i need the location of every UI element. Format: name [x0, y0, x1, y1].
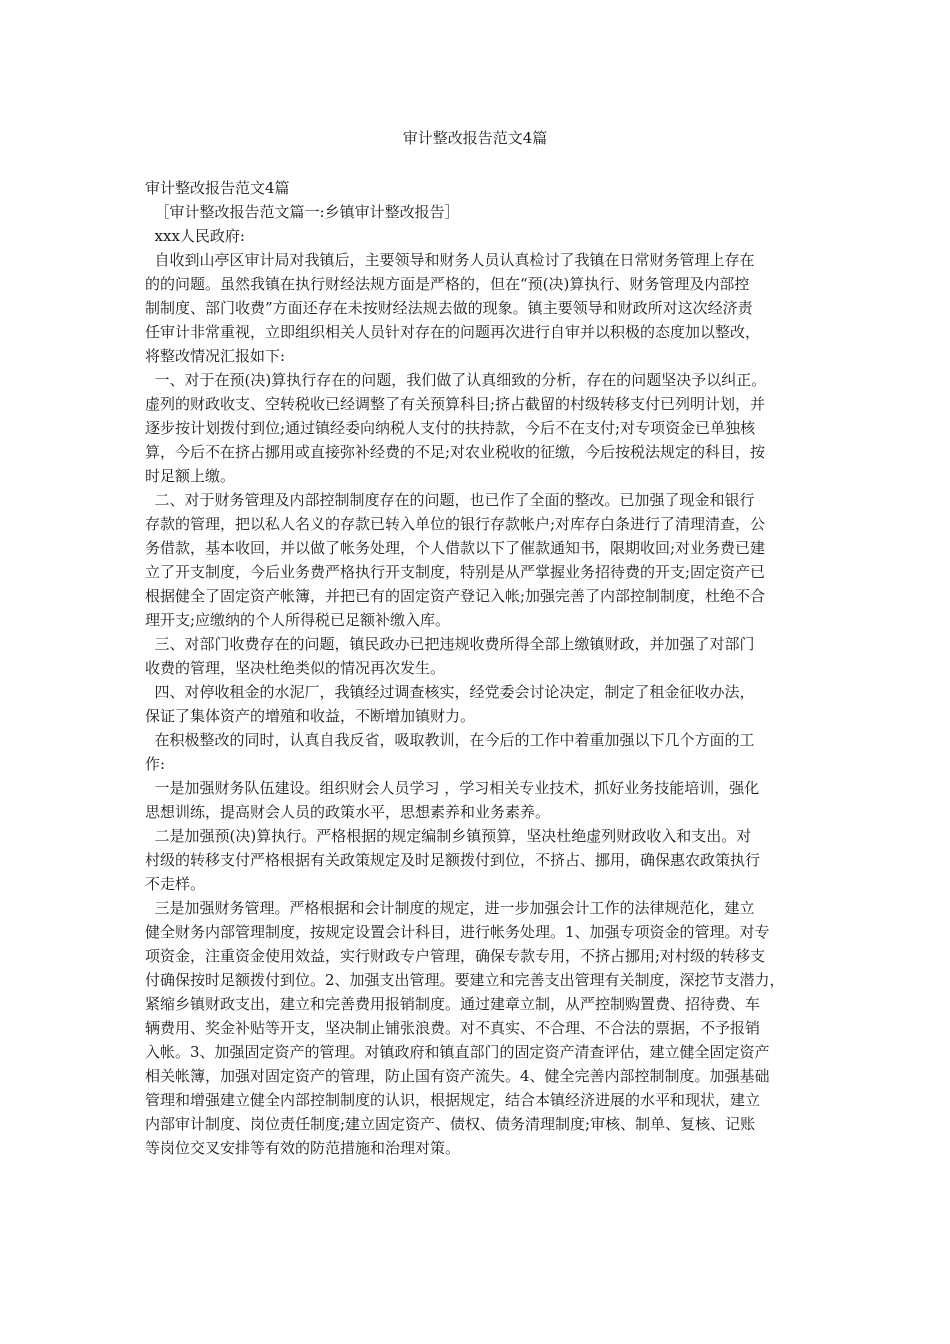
- body-text-line: 入帐。3、加强固定资产的管理。对镇政府和镇直部门的固定资产清查评估，建立健全固定资产: [145, 1043, 770, 1061]
- body-text-line: 三是加强财务管理。严格根据和会计制度的规定，进一步加强会计工作的法律规范化，建立: [145, 899, 755, 917]
- body-text-line: 一是加强财务队伍建设。组织财会人员学习 ，学习相关专业技术，抓好业务技能培训，强化: [145, 779, 760, 797]
- body-text-line: 管理和增强建立健全内部控制制度的认识，根据规定，结合本镇经济进展的水平和现状，建立: [145, 1091, 761, 1109]
- body-text-line: 逐步按计划拨付到位;通过镇经委向纳税人支付的扶持款，今后不在支付;对专项资金已单独核: [145, 419, 756, 437]
- body-text-line: 村级的转移支付严格根据有关政策规定及时足额拨付到位，不挤占、挪用，确保惠农政策执行: [145, 851, 761, 869]
- body-text-line: 存款的管理，把以私人名义的存款已转入单位的银行存款帐户;对库存白条进行了清理清查，公: [145, 515, 766, 533]
- document-body: [145, 176, 805, 1160]
- body-text-line: 根据健全了固定资产帐簿，并把已有的固定资产登记入帐;加强完善了内部控制制度，杜绝不合: [145, 587, 766, 605]
- body-text-line: 虚列的财政收支、空转税收已经调整了有关预算科目;挤占截留的村级转移支付已列明计划，并: [145, 395, 766, 413]
- body-text-line: 务借款，基本收回，并以做了帐务处理，个人借款以下了催款通知书，限期收回;对业务费已建: [145, 539, 766, 557]
- body-text-line: 四、对停收租金的水泥厂，我镇经过调查核实，经党委会讨论决定，制定了租金征收办法，: [145, 683, 755, 701]
- body-text-line: 立了开支制度，今后业务费严格执行开支制度，特别是从严掌握业务招待费的开支;固定资产已: [145, 563, 766, 581]
- body-text-line: 将整改情况汇报如下:: [145, 347, 286, 365]
- body-text-line: 三、对部门收费存在的问题，镇民政办已把违规收费所得全部上缴镇财政，并加强了对部门: [145, 635, 755, 653]
- body-text-line: 紧缩乡镇财政支出，建立和完善费用报销制度。通过建章立制，从严控制购置费、招待费、车: [145, 995, 761, 1013]
- body-text-line: 二是加强预(决)算执行。严格根据的规定编制乡镇预算，坚决杜绝虚列财政收入和支出。对: [145, 827, 752, 845]
- body-text-line: 在积极整改的同时，认真自我反省，吸取教训，在今后的工作中着重加强以下几个方面的工: [145, 731, 755, 749]
- body-text-line: 相关帐簿，加强对固定资产的管理，防止国有资产流失。4、健全完善内部控制制度。加强基础: [145, 1067, 770, 1085]
- body-text-line: 算，今后不在挤占挪用或直接弥补经费的不足;对农业税收的征缴，今后按税法规定的科目，按: [145, 443, 766, 461]
- body-text-line: 二、对于财务管理及内部控制制度存在的问题，也已作了全面的整改。已加强了现金和银行: [145, 491, 755, 509]
- body-text-line: 的的问题。虽然我镇在执行财经法规方面是严格的，但在“预(决)算执行、财务管理及内部控: [145, 275, 750, 293]
- body-text-line: 付确保按时足额拨付到位。2、加强支出管理。要建立和完善支出管理有关制度，深挖节支潜力，: [145, 971, 785, 989]
- body-text-line: 保证了集体资产的增殖和收益，不断增加镇财力。: [145, 707, 476, 725]
- body-text-line: 收费的管理，坚决杜绝类似的情况再次发生。: [145, 659, 446, 677]
- body-text-line: 时足额上缴。: [145, 467, 236, 485]
- body-text-line: 思想训练，提高财会人员的政策水平，思想素养和业务素养。: [145, 803, 551, 821]
- body-text-line: 等岗位交叉安排等有效的防范措施和治理对策。: [145, 1139, 461, 1157]
- body-text-line: 理开支;应缴纳的个人所得税已足额补缴入库。: [145, 611, 451, 629]
- body-text-line: 一、对于在预(决)算执行存在的问题，我们做了认真细致的分析，存在的问题坚决予以纠正。: [145, 371, 767, 389]
- body-text-line: ［审计整改报告范文篇一:乡镇审计整改报告］: [145, 203, 460, 221]
- body-text-line: 不走样。: [145, 875, 206, 893]
- body-text-line: 作:: [145, 755, 166, 773]
- body-text-line: 项资金，注重资金使用效益，实行财政专户管理，确保专款专用，不挤占挪用;对村级的转移支: [145, 947, 766, 965]
- body-text-line: 制制度、部门收费”方面还存在未按财经法规去做的现象。镇主要领导和财政所对这次经济责: [145, 299, 753, 317]
- document-title: 审计整改报告范文4篇: [402, 129, 548, 147]
- body-text-line: 自收到山亭区审计局对我镇后，主要领导和财务人员认真检讨了我镇在日常财务管理上存在: [145, 251, 755, 269]
- body-text-line: xxx人民政府:: [145, 227, 245, 245]
- body-text-line: 任审计非常重视，立即组织相关人员针对存在的问题再次进行自审并以积极的态度加以整改，: [145, 323, 761, 341]
- body-text-line: 审计整改报告范文4篇: [145, 179, 290, 197]
- body-text-line: 辆费用、奖金补贴等开支，坚决制止铺张浪费。对不真实、不合理、不合法的票据，不予报销: [145, 1019, 761, 1037]
- body-text-line: 健全财务内部管理制度，按规定设置会计科目，进行帐务处理。1、加强专项资金的管理。对专: [145, 923, 770, 941]
- body-text-line: 内部审计制度、岗位责任制度;建立固定资产、债权、债务清理制度;审核、制单、复核、记账: [145, 1115, 756, 1133]
